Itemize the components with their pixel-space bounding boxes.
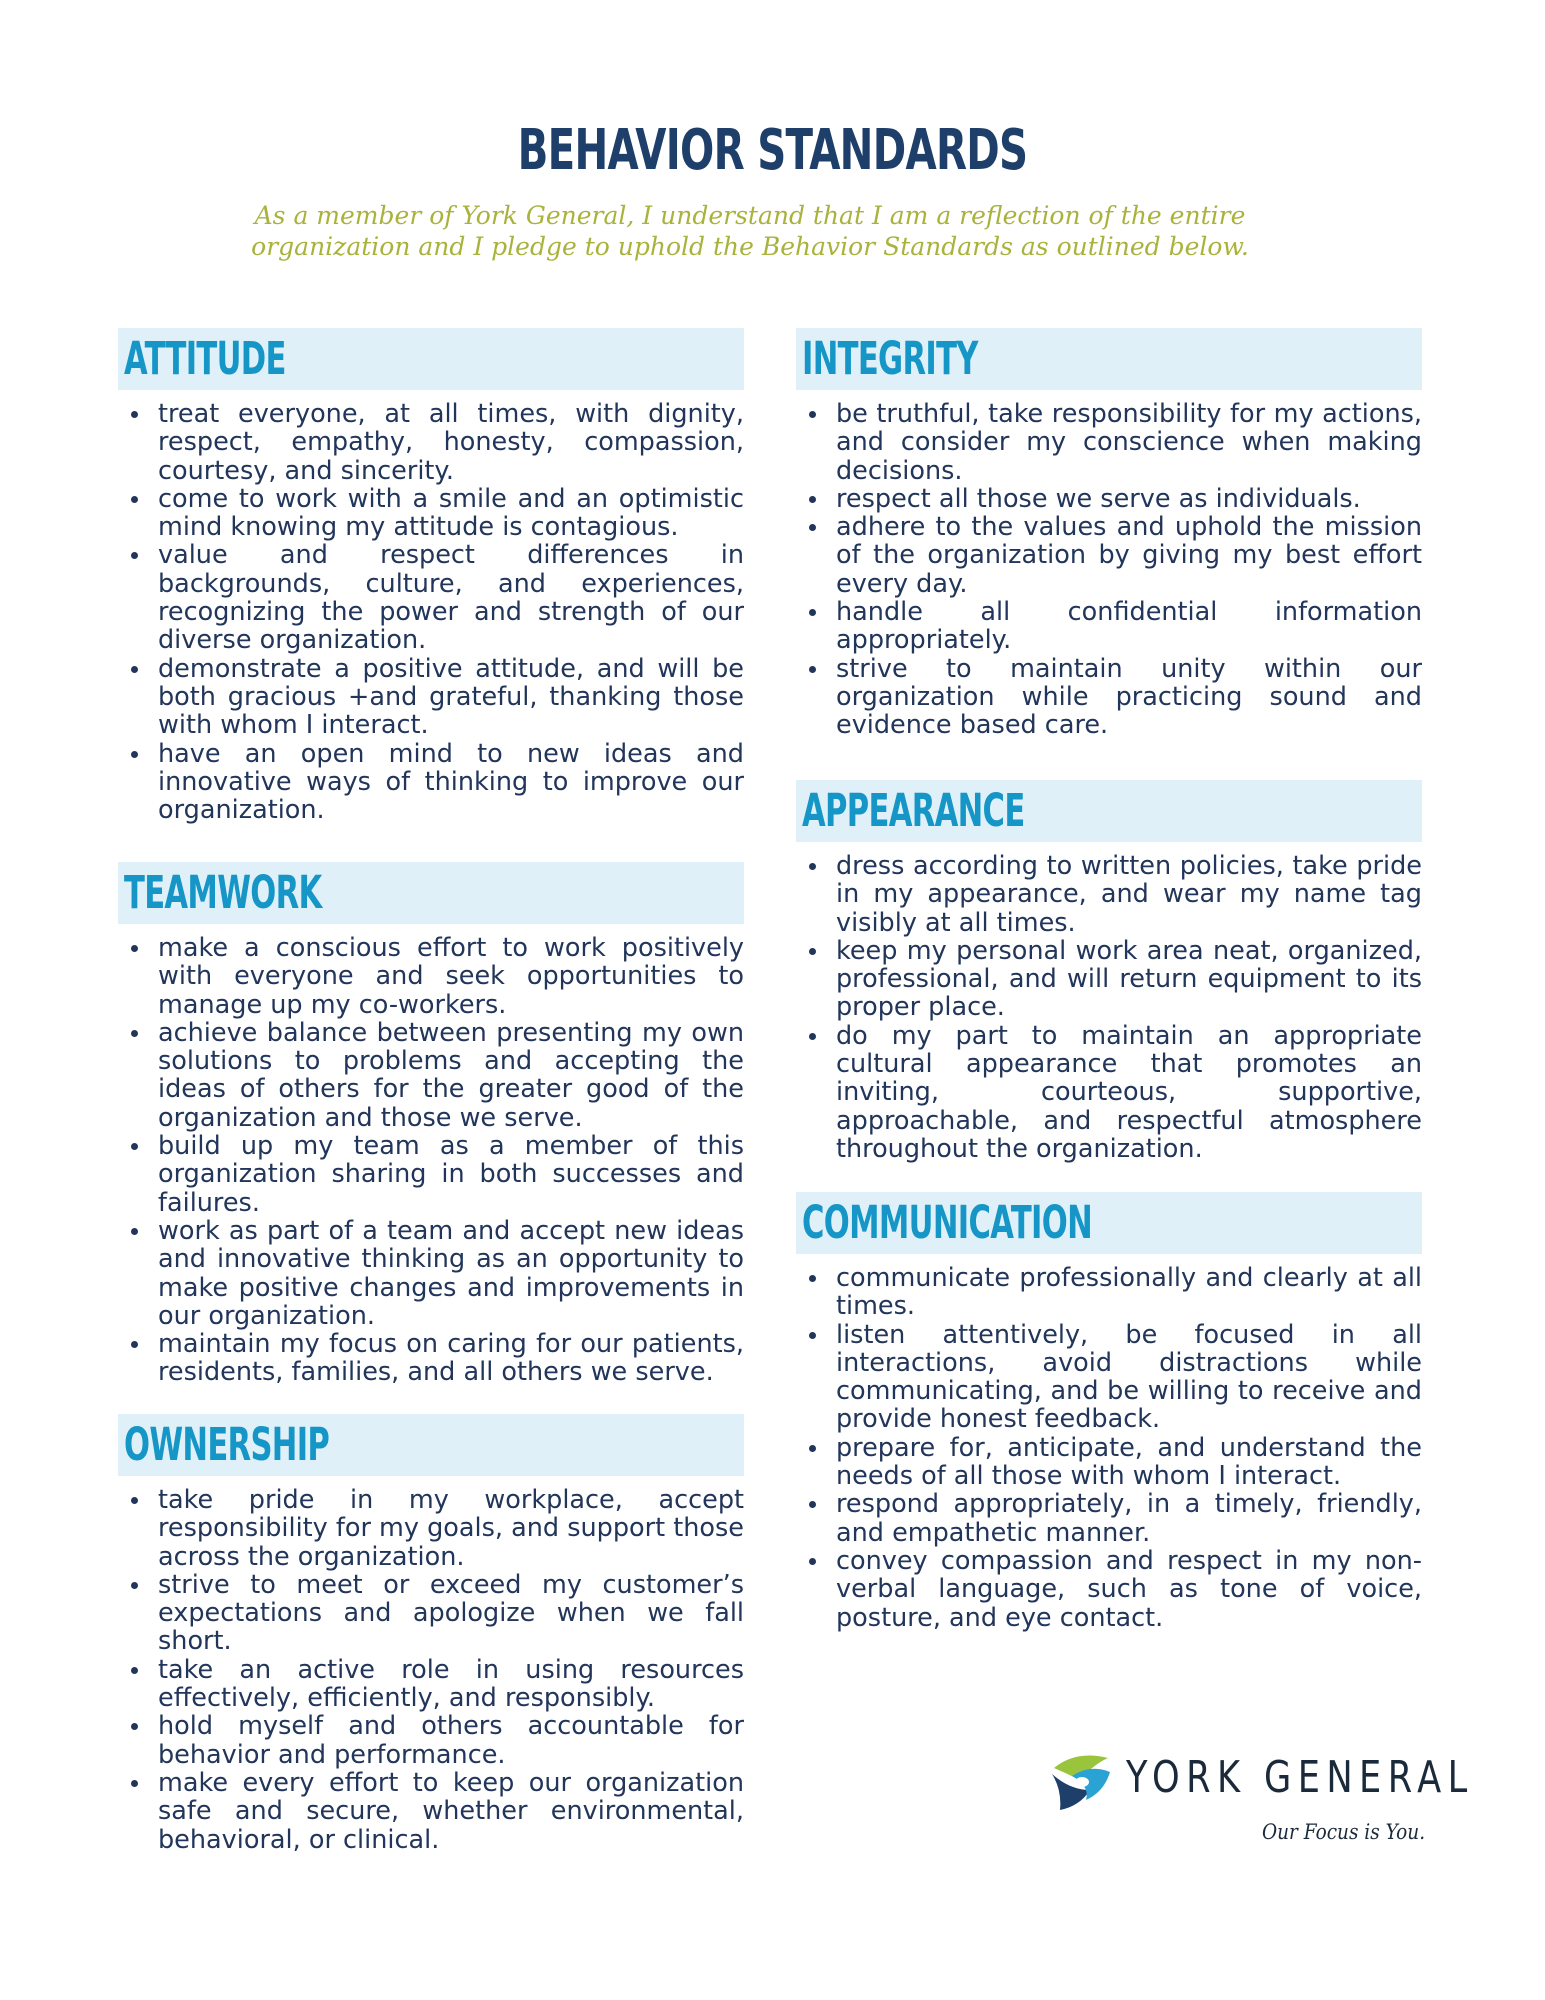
- list-item: strive to meet or exceed my customer’s expectations and apologize when we fall short.: [158, 1569, 744, 1657]
- list-item: prepare for, anticipate, and understand the needs of all those with whom I interact.: [836, 1432, 1422, 1492]
- section-appearance: [796, 780, 1422, 1163]
- section-header-band: [796, 328, 1422, 390]
- list-item: communicate professionally and clearly at all times.: [836, 1263, 1422, 1322]
- list-item: strive to maintain unity within our organization while practicing sound and evidence based care.: [836, 653, 1422, 741]
- list-item: take pride in my workplace, accept responsibility for my goals, and support those across the organization.: [158, 1485, 744, 1572]
- york-general-logo-icon: [1050, 1750, 1112, 1812]
- ownership-list: [118, 1486, 744, 1854]
- list-item: treat everyone, at all times, with dignity, respect, empathy, honesty, compassion, courtesy, and sincerity.: [158, 399, 744, 486]
- section-heading-appearance: APPEARANCE: [802, 784, 1025, 837]
- list-item: make every effort to keep our organization safe and secure, whether environmental, behavioral, or clinical.: [158, 1767, 744, 1855]
- section-heading-ownership: OWNERSHIP: [124, 1418, 330, 1471]
- teamwork-list: [118, 934, 744, 1387]
- communication-list: [796, 1264, 1422, 1632]
- section-teamwork: [118, 862, 744, 1387]
- appearance-list: [796, 852, 1422, 1163]
- list-item: listen attentively, be focused in all interactions, avoid distractions while communicating, and be willing to receive and provide honest feedback.: [836, 1319, 1422, 1435]
- pledge-subtitle: As a member of York General, I understand that I am a reflection of the entire organization and I pledge to uphold the Behavior Standards as outlined below.: [251, 201, 1249, 261]
- logo-wordmark: YORK GENERAL: [1126, 1752, 1474, 1803]
- section-header-band: [118, 1414, 744, 1476]
- section-integrity: [796, 328, 1422, 740]
- list-item: demonstrate a positive attitude, and will be both gracious +and grateful, thanking those with whom I interact.: [158, 653, 744, 741]
- section-attitude: [118, 328, 744, 824]
- list-item: build up my team as a member of this organization sharing in both successes and failures.: [158, 1131, 744, 1218]
- attitude-list: [118, 400, 744, 824]
- section-header-band: [796, 1192, 1422, 1254]
- list-item: dress according to written policies, take pride in my appearance, and wear my name tag visibly at all times.: [836, 851, 1422, 938]
- list-item: keep my personal work area neat, organized, professional, and will return equipment to its proper place.: [836, 935, 1422, 1023]
- section-heading-attitude: ATTITUDE: [124, 332, 286, 385]
- section-header-band: [118, 862, 744, 924]
- list-item: achieve balance between presenting my own solutions to problems and accepting the ideas of others for the greater good of the organization and those we serve.: [158, 1017, 744, 1133]
- list-item: maintain my focus on caring for our patients, residents, families, and all others we serve.: [158, 1329, 744, 1388]
- list-item: value and respect differences in backgrounds, culture, and experiences, recognizing the power and strength of our diverse organization.: [158, 540, 744, 656]
- list-item: come to work with a smile and an optimistic mind knowing my attitude is contagious.: [158, 483, 744, 543]
- list-item: respect all those we serve as individuals.: [836, 485, 1422, 513]
- list-item: respond appropriately, in a timely, friendly, and empathetic manner.: [836, 1489, 1422, 1548]
- section-header-band: [118, 328, 744, 390]
- section-ownership: [118, 1414, 744, 1854]
- york-general-logo: [1050, 1750, 1474, 1860]
- list-item: work as part of a team and accept new ideas and innovative thinking as an opportunity to make positive changes and improvements in our organization.: [158, 1215, 744, 1331]
- logo-tagline: Our Focus is You.: [1262, 1820, 1426, 1844]
- page-title: BEHAVIOR STANDARDS: [517, 118, 1028, 183]
- section-header-band: [796, 780, 1422, 842]
- list-item: be truthful, take responsibility for my actions, and consider my conscience when making decisions.: [836, 399, 1422, 486]
- list-item: do my part to maintain an appropriate cultural appearance that promotes an inviting, courteous, supportive, approachable, and respectful atmosphere throughout the organization.: [836, 1020, 1422, 1164]
- list-item: have an open mind to new ideas and innovative ways of thinking to improve our organization.: [158, 738, 744, 826]
- list-item: make a conscious effort to work positively with everyone and seek opportunities to manage up my co-workers.: [158, 933, 744, 1020]
- list-item: adhere to the values and uphold the mission of the organization by giving my best effort every day.: [836, 512, 1422, 599]
- list-item: take an active role in using resources effectively, efficiently, and responsibly.: [158, 1654, 744, 1714]
- list-item: convey compassion and respect in my non-verbal language, such as tone of voice, posture, and eye contact.: [836, 1545, 1422, 1633]
- section-communication: [796, 1192, 1422, 1632]
- integrity-list: [796, 400, 1422, 740]
- section-heading-communication: COMMUNICATION: [802, 1196, 1093, 1249]
- section-heading-integrity: INTEGRITY: [802, 332, 978, 385]
- section-heading-teamwork: TEAMWORK: [124, 866, 322, 919]
- list-item: hold myself and others accountable for behavior and performance.: [158, 1711, 744, 1770]
- list-item: handle all confidential information appropriately.: [836, 597, 1422, 656]
